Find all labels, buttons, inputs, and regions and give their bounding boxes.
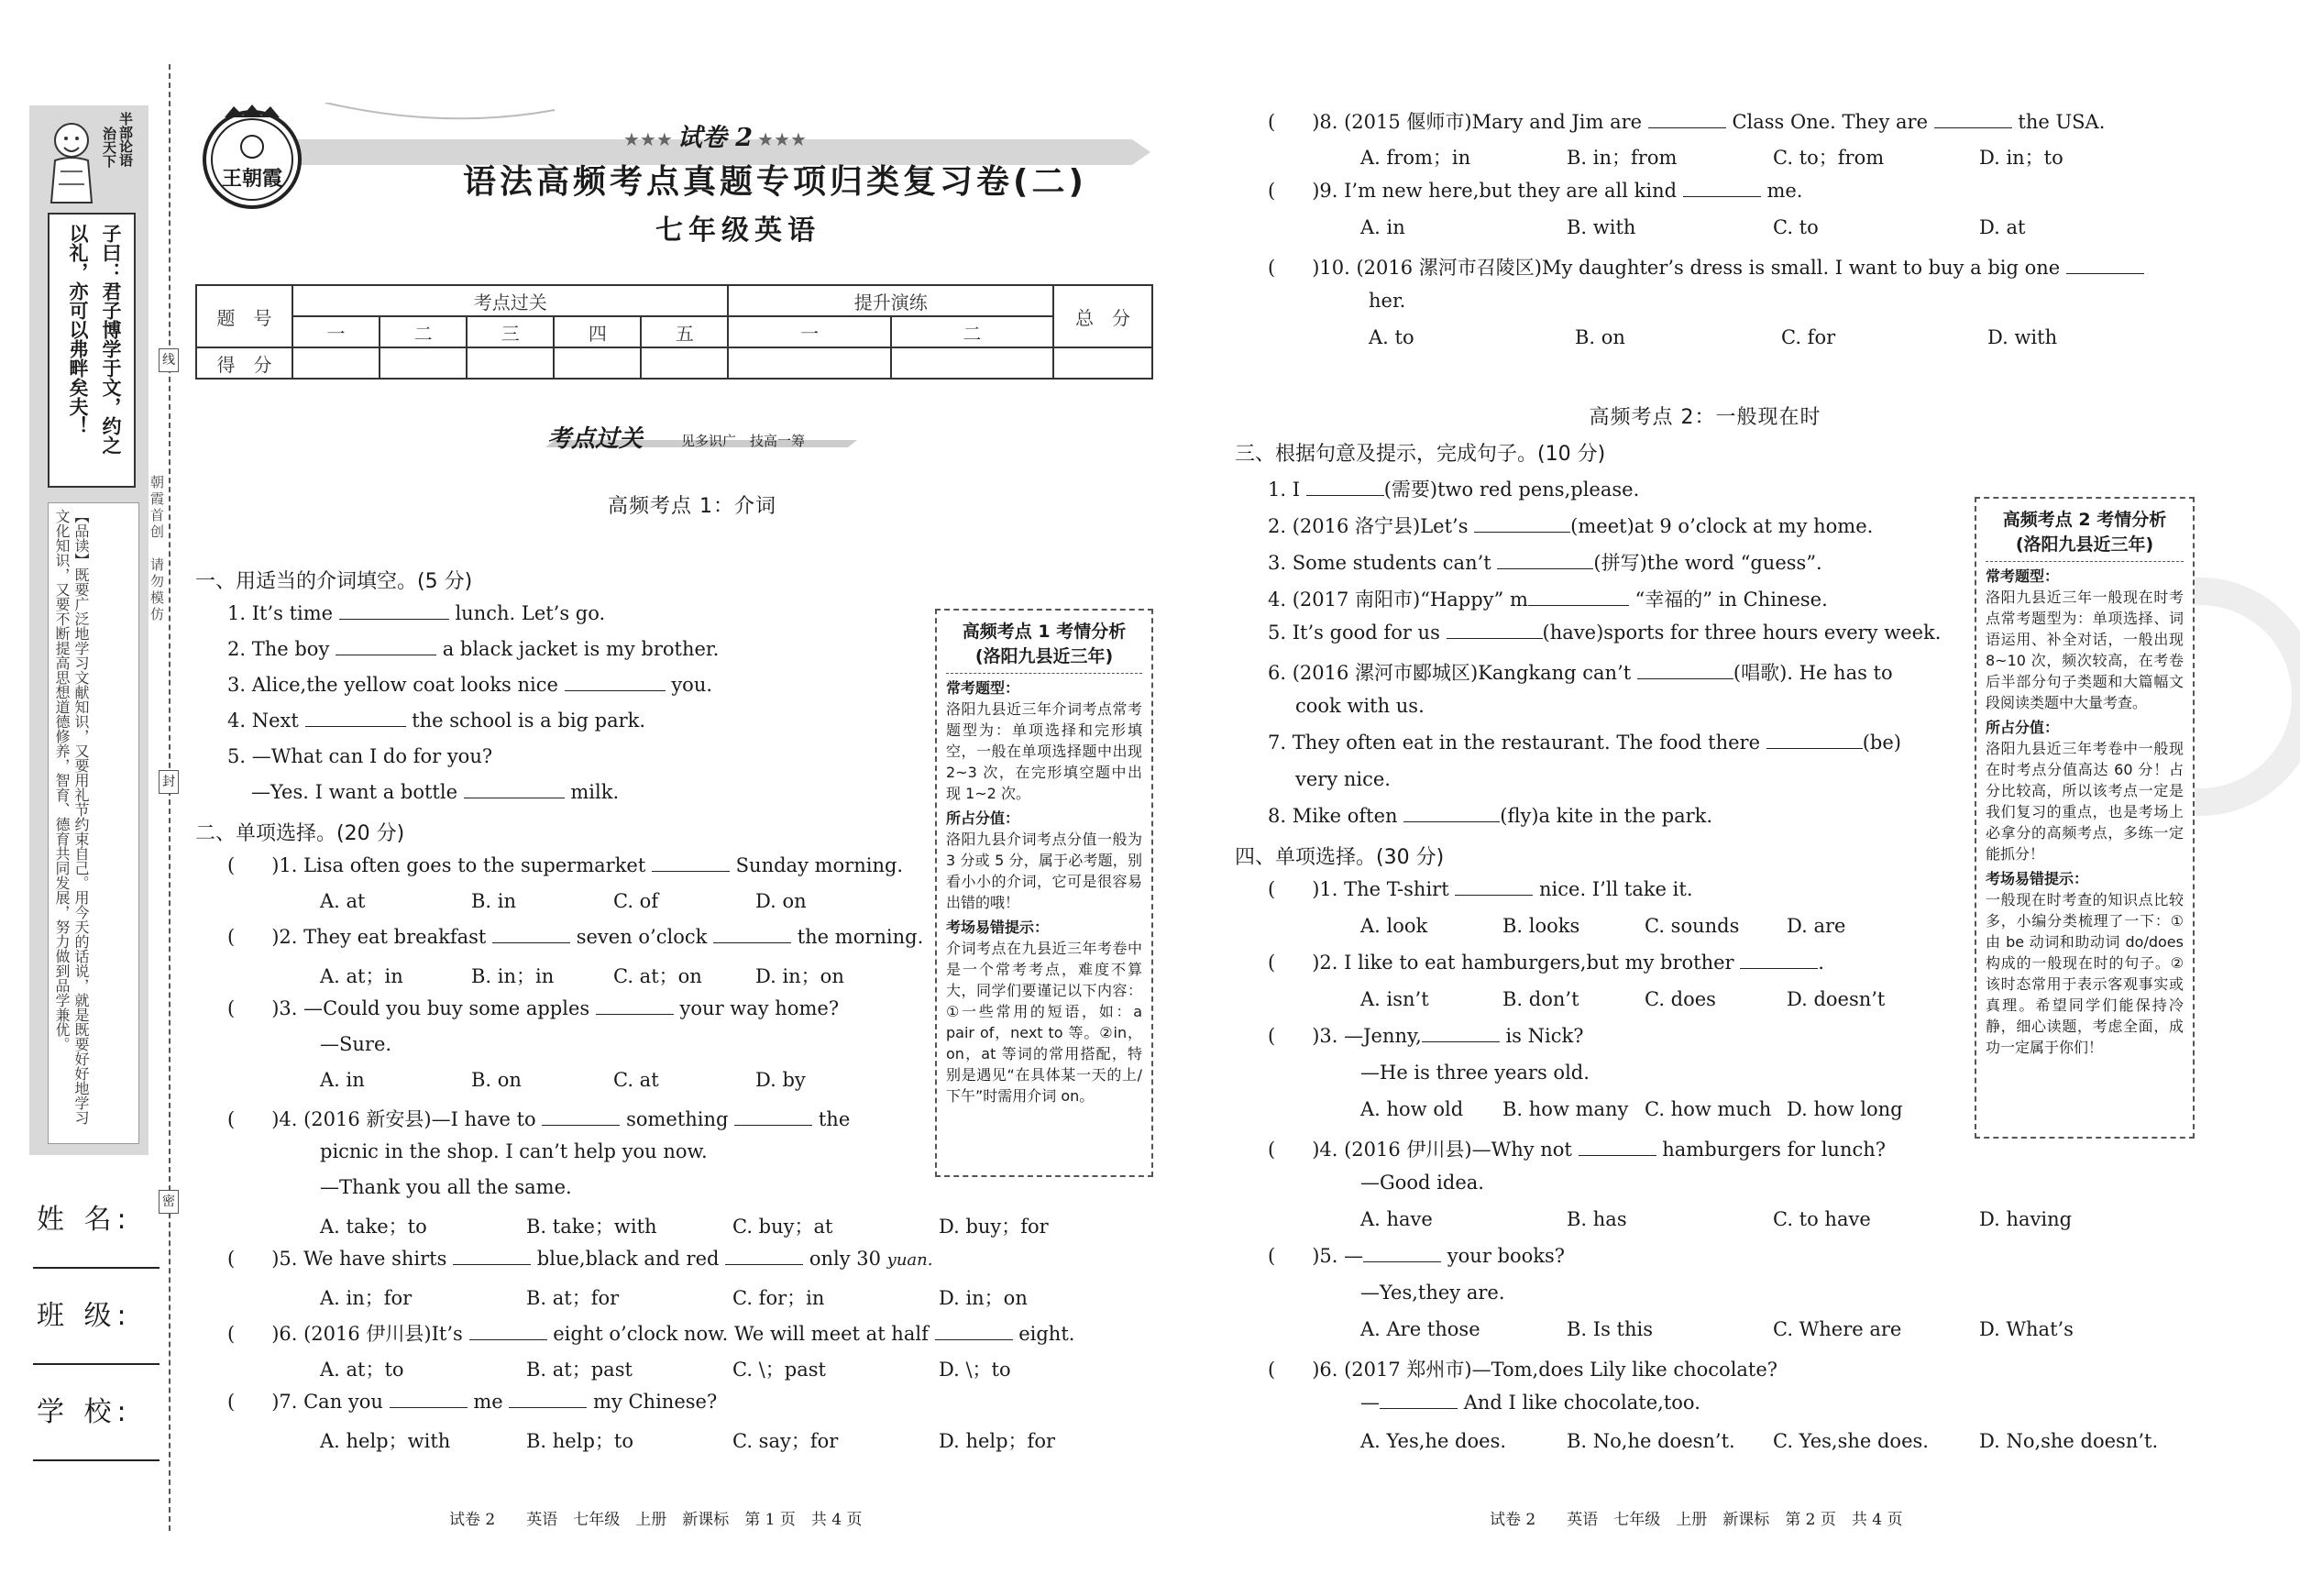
kp2-analysis-box (1975, 497, 2195, 1139)
group-tisheng: 提升演练 (728, 285, 1053, 316)
fill-3: 3. Alice,the yellow coat looks nice you. (227, 674, 713, 696)
box-text: 洛阳九县近三年考卷中一般现在时考点分值高达 60 分！占分比较高，所以该考点一定是我们复习的重点，也是考场上必拿分的高频考点，多练一定能抓分！ (1986, 740, 2184, 863)
score-cell[interactable] (380, 347, 467, 379)
fill-2: 2. The boy a black jacket is my brother. (227, 638, 720, 660)
option[interactable]: D. are (1787, 915, 1846, 937)
option[interactable]: A. from；in (1360, 147, 1471, 169)
option[interactable]: D. What’s (1979, 1318, 2074, 1340)
col-1: 一 (292, 316, 380, 347)
mc-r2: ( )2. I like to eat hamburgers,but my brother . (1268, 952, 1824, 974)
total-header: 总 分 (1053, 285, 1152, 347)
mc-q2-options (320, 962, 844, 989)
complete-8: 8. Mike often (fly)a kite in the park. (1268, 805, 1713, 827)
fill-4: 4. Next the school is a big park. (227, 710, 646, 732)
answer-blank[interactable] (1934, 127, 2012, 128)
option[interactable]: D. at (1979, 216, 2026, 238)
binding-strip (0, 0, 174, 1596)
mc-q10-options (1369, 326, 2057, 348)
option[interactable]: A. Yes,he does. (1360, 1430, 1507, 1452)
school-label: 学 校: (37, 1396, 132, 1428)
answer-blank[interactable] (935, 1339, 1013, 1340)
score-cell[interactable] (641, 347, 728, 379)
kp1-box-title: 高频考点 1 考情分析 (962, 622, 1127, 642)
stars-left: ★★★ (623, 128, 673, 150)
option[interactable]: B. on (471, 1069, 522, 1091)
option[interactable]: B. don’t (1502, 988, 1579, 1010)
mc-r4-options (1360, 1208, 2072, 1230)
answer-blank[interactable] (1380, 1408, 1458, 1409)
answer-blank[interactable] (1648, 127, 1726, 128)
option[interactable]: B. with (1567, 216, 1636, 238)
paper-number: 试卷 2 (677, 124, 754, 152)
kp2-box-subtitle: (洛阳九县近三年) (2015, 534, 2154, 555)
row-label-score: 得 分 (196, 347, 292, 379)
answer-blank[interactable] (1455, 895, 1533, 896)
complete-7-cont: very nice. (1295, 768, 1391, 790)
mc-q4-line3: —Thank you all the same. (320, 1176, 572, 1198)
box-text: 洛阳九县近三年一般现在时考点常考题型为：单项选择、词语运用、补全对话，一般出现 8~10 次，频次较高，在考卷后半部分句子类题和大篇幅文段阅读类题中大量考查。 (1986, 589, 2184, 711)
option[interactable]: C. buy；at (732, 1216, 833, 1238)
answer-blank[interactable] (1306, 495, 1384, 496)
mc-q6-options (320, 1355, 1011, 1382)
option[interactable]: B. in (471, 890, 517, 912)
answer-blank[interactable] (492, 942, 570, 943)
option[interactable]: B. looks (1502, 915, 1580, 937)
option[interactable]: D. in；on (755, 965, 844, 987)
box-text: 洛阳九县近三年介词考点常考题型为：单项选择和完形填空，一般在单项选择题中出现 2~3 次，在完形填空题中出现 1~2 次。 (946, 700, 1142, 802)
col-5: 五 (641, 316, 728, 347)
mc-q3-options (320, 1069, 806, 1091)
option[interactable]: B. Is this (1567, 1318, 1653, 1340)
motto-1: 半部论语 (117, 112, 134, 167)
kp2-title: 高频考点 2：一般现在时 (1589, 406, 1821, 429)
complete-6-cont: cook with us. (1295, 695, 1425, 717)
score-cell[interactable] (728, 347, 890, 379)
brand-logo (197, 103, 307, 213)
page-title: 语法高频考点真题专项归类复习卷(二) (463, 163, 1087, 201)
option[interactable]: C. to (1773, 216, 1819, 238)
answer-blank[interactable] (1422, 1041, 1500, 1042)
option[interactable]: C. how much (1645, 1098, 1772, 1120)
kp2-box-title: 高频考点 2 考情分析 (2002, 510, 2167, 530)
footer-left: 试卷 2 英语 七年级 上册 新课标 第 1 页 共 4 页 (449, 1511, 863, 1529)
section-4-heading: 四、单项选择。(30 分) (1235, 846, 1445, 869)
row-label-number: 题 号 (196, 285, 292, 347)
option[interactable]: B. in；from (1567, 147, 1678, 169)
option[interactable]: C. for (1781, 326, 1836, 348)
logo-text: 王朝霞 (221, 167, 282, 191)
mc-q9-options (1360, 216, 2025, 238)
option[interactable]: B. has (1567, 1208, 1627, 1230)
answer-blank[interactable] (390, 1407, 468, 1408)
option[interactable]: C. say；for (732, 1430, 839, 1452)
section-banner (536, 420, 862, 457)
option[interactable]: A. at；to (320, 1359, 404, 1381)
mc-q3-reply: —Sure. (320, 1033, 392, 1055)
mc-q7: ( )7. Can you me my Chinese? (227, 1391, 718, 1413)
answer-blank[interactable] (1637, 678, 1733, 679)
kp1-box-subtitle: (洛阳九县近三年) (974, 646, 1114, 666)
complete-6: 6. (2016 漯河市郾城区)Kangkang can’t (唱歌). He has to (1268, 662, 1893, 684)
reading-text: 【品读】既要广泛地学习文献知识，又要用礼节约束自己。用今天的话说，就是既要好好地学习文化知识，又要不断提高思想道德修养，智育、德育共同发展，努力做到品学兼优。 (53, 509, 90, 1125)
answer-blank[interactable] (734, 1125, 812, 1126)
banner-slogan: 见多识广 技高一筹 (681, 433, 806, 449)
answer-blank[interactable] (1403, 821, 1500, 822)
score-cell[interactable] (292, 347, 380, 379)
mc-r5-reply: —Yes,they are. (1360, 1282, 1505, 1304)
mc-q9: ( )9. I’m new here,but they are all kind me. (1268, 180, 1803, 202)
option[interactable]: D. how long (1787, 1098, 1903, 1120)
kp1-title: 高频考点 1：介词 (608, 495, 776, 518)
answer-blank[interactable] (596, 1014, 674, 1015)
col-7: 二 (891, 316, 1053, 347)
quote-line-1: 子曰：君子博学于文，约之 (100, 224, 122, 455)
mc-q6: ( )6. (2016 伊川县)It’s eight o’clock now. We will meet at half eight. (227, 1323, 1075, 1345)
fill-1: 1. It’s time lunch. Let’s go. (227, 602, 606, 624)
option[interactable]: A. to (1369, 326, 1414, 348)
quote-line-2: 以礼，亦可以弗畔矣夫！ (67, 224, 89, 435)
col-6: 一 (728, 316, 890, 347)
complete-3: 3. Some students can’t (拼写)the word “guess”. (1268, 552, 1822, 574)
reading-box (48, 502, 139, 1144)
answer-blank[interactable] (713, 942, 791, 943)
mc-q10: ( )10. (2016 漯河市召陵区)My daughter’s dress is small. I want to buy a big one (1268, 253, 2144, 281)
mc-r6-options (1360, 1430, 2158, 1452)
answer-blank[interactable] (509, 1407, 587, 1408)
answer-blank[interactable] (652, 871, 730, 872)
cut-mark-1: 线 (159, 348, 179, 372)
box-text: 介词考点在九县近三年考卷中是一个常考考点，难度不算大，同学们要谨记以下内容：①一些常用的短语，如：a pair of，next to 等。②in，on，at 等词的常用搭配，特别是遇见“在具体某一天的上/下午”时需用介词 on。 (946, 940, 1142, 1105)
option[interactable]: D. buy；for (939, 1216, 1049, 1238)
motto-2: 治天下 (101, 127, 117, 168)
mc-q4-options (320, 1212, 1049, 1239)
option[interactable]: A. take；to (320, 1216, 427, 1238)
fill-5: 5. —What can I do for you? (227, 745, 493, 767)
option[interactable]: C. Yes,she does. (1773, 1430, 1929, 1452)
cut-line (169, 64, 171, 1531)
option[interactable]: A. help；with (320, 1430, 451, 1452)
option[interactable]: C. does (1645, 988, 1716, 1010)
mc-r3: ( )3. —Jenny, is Nick? (1268, 1025, 1584, 1047)
page-subtitle: 七年级英语 (655, 215, 820, 247)
answer-blank[interactable] (1579, 1155, 1656, 1156)
mc-q1-options (320, 890, 807, 912)
option[interactable]: A. have (1360, 1208, 1433, 1230)
box-heading: 常考题型： (946, 679, 1020, 697)
cut-mark-3: 密 (159, 1190, 179, 1214)
option[interactable]: D. on (755, 890, 807, 912)
mc-q5-options (320, 1283, 1028, 1311)
option[interactable]: D. in；to (1979, 147, 2063, 169)
mc-r2-options (1360, 988, 1885, 1010)
mc-q1: ( )1. Lisa often goes to the supermarket Sunday morning. (227, 854, 904, 876)
section-3-heading: 三、根据句意及提示，完成句子。(10 分) (1235, 443, 1606, 466)
mc-q8: ( )8. (2015 偃师市)Mary and Jim are Class One. They are the USA. (1268, 111, 2106, 133)
option[interactable]: A. isn’t (1360, 988, 1429, 1010)
option[interactable]: B. at；past (526, 1359, 633, 1381)
option[interactable]: A. in；for (320, 1287, 413, 1309)
fill-5-answer: —Yes. I want a bottle milk. (251, 781, 620, 803)
option[interactable]: A. in (320, 1069, 365, 1091)
school-field[interactable] (33, 1459, 160, 1461)
score-cell[interactable] (467, 347, 554, 379)
answer-blank[interactable] (1740, 968, 1818, 969)
option[interactable]: C. to have (1773, 1208, 1871, 1230)
mc-q5: ( )5. We have shirts blue,black and red only 30 yuan. (227, 1248, 933, 1270)
option[interactable]: A. at (320, 890, 366, 912)
answer-blank[interactable] (542, 1125, 620, 1126)
score-cell[interactable] (1053, 347, 1152, 379)
name-field[interactable] (33, 1267, 160, 1269)
mc-r6-reply: — And I like chocolate,too. (1360, 1392, 1700, 1414)
option[interactable]: B. help；to (526, 1430, 633, 1452)
option[interactable]: A. Are those (1360, 1318, 1480, 1340)
mc-r6: ( )6. (2017 郑州市)—Tom,does Lily like chocolate? (1268, 1359, 1778, 1381)
mc-q8-options (1360, 143, 2063, 171)
section-2-heading: 二、单项选择。(20 分) (195, 822, 405, 845)
option[interactable]: C. Where are (1773, 1318, 1902, 1340)
option[interactable]: D. \；to (939, 1359, 1011, 1381)
banner-title: 考点过关 (547, 425, 644, 453)
box-text: 一般现在时考查的知识点比较多，小编分类梳理了一下：①由 be 动词和助动词 do/does 构成的一般现在时的句子。②该时态常用于表示客观事实或真理。希望同学们能保持冷静，细心读题，考虑全面，成功一定属于你们！ (1986, 891, 2184, 1056)
answer-blank[interactable] (1497, 568, 1593, 569)
side-note: 朝霞首创 请勿模仿 (149, 475, 165, 623)
option[interactable]: C. \；past (732, 1359, 826, 1381)
answer-blank[interactable] (1683, 196, 1761, 197)
answer-blank[interactable] (1528, 605, 1629, 606)
option[interactable]: C. sounds (1645, 915, 1740, 937)
option[interactable]: C. of (613, 890, 659, 912)
option[interactable]: D. having (1979, 1208, 2073, 1230)
answer-blank[interactable] (1766, 748, 1863, 749)
mc-r1-options (1360, 915, 1845, 937)
option[interactable]: D. help；for (939, 1430, 1056, 1452)
answer-blank[interactable] (1363, 1261, 1441, 1262)
option[interactable]: C. to；from (1773, 147, 1885, 169)
box-heading: 常考题型： (1986, 567, 2060, 585)
option[interactable]: A. how old (1360, 1098, 1464, 1120)
complete-2: 2. (2016 洛宁县)Let’s (meet)at 9 o’clock at my home. (1268, 515, 1874, 537)
box-heading: 所占分值： (946, 809, 1020, 827)
option[interactable]: A. look (1360, 915, 1428, 937)
mc-r3-options (1360, 1098, 1903, 1120)
mc-r4: ( )4. (2016 伊川县)—Why not hamburgers for lunch? (1268, 1139, 1887, 1161)
col-4: 四 (554, 316, 641, 347)
option[interactable]: D. by (755, 1069, 806, 1091)
option[interactable]: B. No,he doesn’t. (1567, 1430, 1735, 1452)
stars-right: ★★★ (757, 128, 807, 150)
mc-q2: ( )2. They eat breakfast seven o’clock the morning. (227, 926, 924, 948)
answer-blank[interactable] (453, 1264, 531, 1265)
box-heading: 所占分值： (1986, 719, 2060, 736)
confucius-quote (48, 213, 136, 488)
mc-r1: ( )1. The T-shirt nice. I’ll take it. (1268, 878, 1693, 900)
box-heading: 考场易错提示： (946, 919, 1050, 936)
option[interactable]: D. doesn’t (1787, 988, 1886, 1010)
class-label: 班 级: (37, 1300, 132, 1332)
mc-r5: ( )5. — your books? (1268, 1245, 1566, 1267)
mc-q10-line2: her. (1369, 290, 1406, 312)
score-table (195, 284, 1153, 380)
mc-r5-options (1360, 1318, 2074, 1340)
mc-q7-options (320, 1426, 1055, 1454)
score-cell[interactable] (554, 347, 641, 379)
option[interactable]: B. on (1575, 326, 1625, 348)
answer-blank[interactable] (1474, 532, 1570, 533)
answer-blank[interactable] (339, 619, 449, 620)
mc-r3-reply: —He is three years old. (1360, 1062, 1590, 1084)
paper-number-line (623, 117, 807, 153)
option[interactable]: C. at；on (613, 965, 702, 987)
complete-1: 1. I (需要)two red pens,please. (1268, 479, 1640, 501)
box-text: 洛阳九县介词考点分值一般为 3 分或 5 分，属于必考题，别看小小的介词，它可是很容易出错的哦！ (946, 831, 1142, 911)
footer-right: 试卷 2 英语 七年级 上册 新课标 第 2 页 共 4 页 (1490, 1511, 1903, 1529)
answer-blank[interactable] (1447, 638, 1543, 639)
mc-q3: ( )3. —Could you buy some apples your way home? (227, 997, 840, 1019)
option[interactable]: B. take；with (526, 1216, 657, 1238)
mc-q4: ( )4. (2016 新安县)—I have to something the (227, 1108, 851, 1130)
complete-5: 5. It’s good for us (have)sports for three hours every week. (1268, 622, 1942, 644)
option[interactable]: D. No,she doesn’t. (1979, 1430, 2159, 1452)
answer-blank[interactable] (2066, 273, 2144, 274)
cut-mark-2: 封 (159, 770, 179, 794)
name-label: 姓 名: (37, 1204, 132, 1236)
box-heading: 考场易错提示： (1986, 870, 2089, 887)
mc-r4-reply: —Good idea. (1360, 1172, 1484, 1194)
answer-blank[interactable] (469, 1339, 547, 1340)
option[interactable]: B. in；in (471, 965, 555, 987)
sage-emblem (35, 115, 108, 206)
complete-7: 7. They often eat in the restaurant. The food there (be) (1268, 732, 1901, 754)
option[interactable]: D. with (1987, 326, 2058, 348)
col-2: 二 (380, 316, 467, 347)
group-kaodian: 考点过关 (292, 285, 728, 316)
answer-blank[interactable] (305, 726, 406, 727)
class-field[interactable] (33, 1363, 160, 1365)
section-1-heading: 一、用适当的介词填空。(5 分) (195, 570, 473, 593)
complete-4: 4. (2017 南阳市)“Happy” m “幸福的” in Chinese. (1268, 589, 1828, 611)
mc-q4-line2: picnic in the shop. I can’t help you now. (320, 1140, 708, 1162)
option[interactable]: C. for；in (732, 1287, 825, 1309)
score-cell[interactable] (891, 347, 1053, 379)
option[interactable]: B. how many (1502, 1098, 1629, 1120)
option[interactable]: C. at (613, 1069, 659, 1091)
option[interactable]: A. in (1360, 216, 1405, 238)
option[interactable]: D. in；on (939, 1287, 1028, 1309)
option[interactable]: B. at；for (526, 1287, 620, 1309)
option[interactable]: A. at；in (320, 965, 403, 987)
kp1-analysis-box (935, 609, 1153, 1177)
answer-blank[interactable] (725, 1264, 803, 1265)
answer-blank[interactable] (565, 690, 666, 691)
col-3: 三 (467, 316, 554, 347)
